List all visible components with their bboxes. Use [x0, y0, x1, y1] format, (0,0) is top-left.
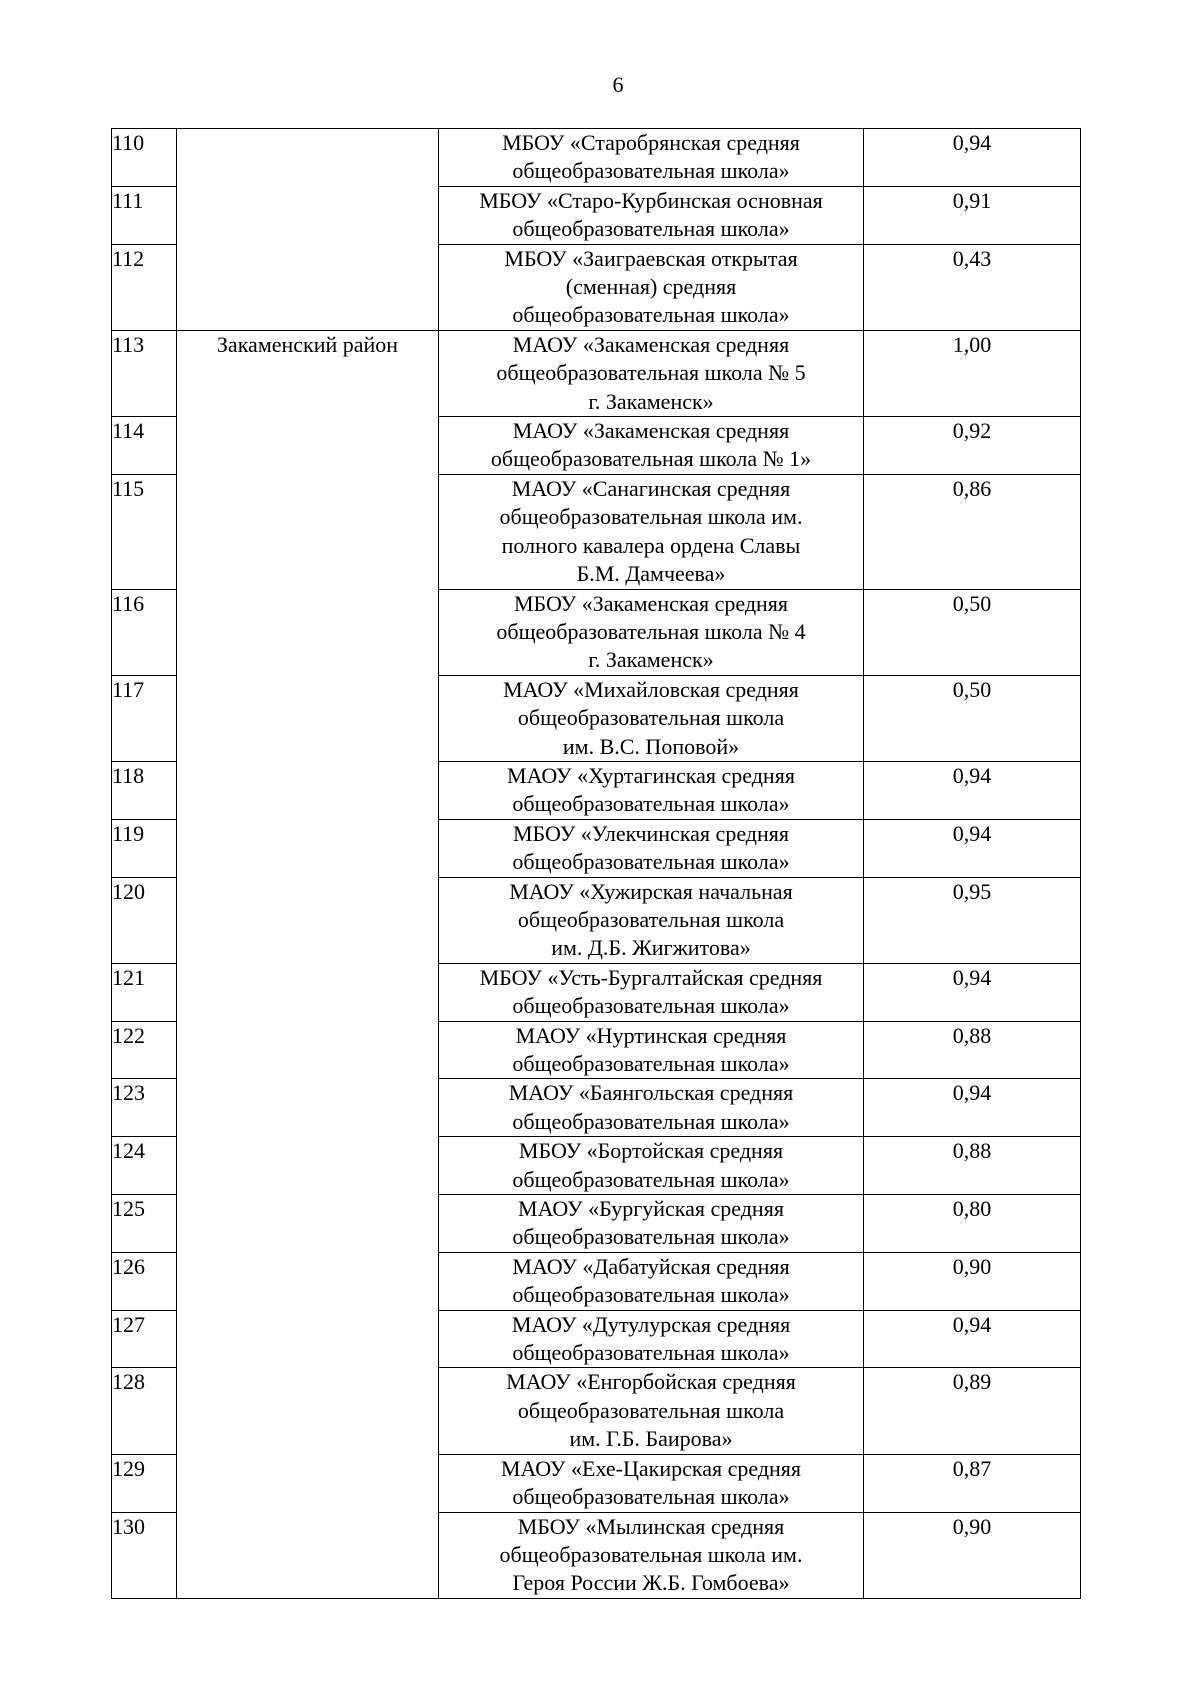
school-name: МАОУ «Закаменская средняя общеобразовательная школа № 1» — [439, 417, 864, 475]
row-number: 120 — [112, 877, 177, 963]
school-name: МАОУ «Баянгольская средняя общеобразовательная школа» — [439, 1079, 864, 1137]
schools-table — [111, 128, 1081, 1599]
school-name: МБОУ «Улекчинская средняя общеобразовательная школа» — [439, 819, 864, 877]
schools-table-body — [112, 129, 1081, 1599]
page-number: 6 — [612, 72, 624, 97]
school-name: МБОУ «Бортойская средняя общеобразовательная школа» — [439, 1137, 864, 1195]
school-name: МАОУ «Ехе-Цакирская средняя общеобразовательная школа» — [439, 1454, 864, 1512]
row-number: 124 — [112, 1137, 177, 1195]
row-number: 125 — [112, 1195, 177, 1253]
row-number: 130 — [112, 1512, 177, 1598]
school-name: МБОУ «Усть-Бургалтайская средняя общеобразовательная школа» — [439, 963, 864, 1021]
row-number: 115 — [112, 474, 177, 589]
school-name: МАОУ «Дутулурская средняя общеобразовательная школа» — [439, 1310, 864, 1368]
score-value: 0,50 — [864, 675, 1081, 761]
school-name: МБОУ «Мылинская средняя общеобразовательная школа им. Героя России Ж.Б. Гомбоева» — [439, 1512, 864, 1598]
score-value: 0,94 — [864, 761, 1081, 819]
score-value: 0,80 — [864, 1195, 1081, 1253]
school-name: МБОУ «Заиграевская открытая (сменная) средняя общеобразовательная школа» — [439, 244, 864, 330]
score-value: 0,89 — [864, 1368, 1081, 1454]
row-number: 112 — [112, 244, 177, 330]
school-name: МАОУ «Санагинская средняя общеобразовательная школа им. полного кавалера ордена Славы Б.М. Дамчеева» — [439, 474, 864, 589]
row-number: 116 — [112, 589, 177, 675]
score-value: 0,94 — [864, 819, 1081, 877]
score-value: 0,94 — [864, 129, 1081, 187]
school-name: МБОУ «Старо-Курбинская основная общеобразовательная школа» — [439, 186, 864, 244]
district-cell-empty — [177, 129, 439, 331]
score-value: 0,50 — [864, 589, 1081, 675]
score-value: 0,94 — [864, 1310, 1081, 1368]
score-value: 0,88 — [864, 1021, 1081, 1079]
row-number: 117 — [112, 675, 177, 761]
score-value: 0,92 — [864, 417, 1081, 475]
school-name: МАОУ «Дабатуйская средняя общеобразовательная школа» — [439, 1252, 864, 1310]
row-number: 113 — [112, 330, 177, 416]
row-number: 119 — [112, 819, 177, 877]
row-number: 128 — [112, 1368, 177, 1454]
score-value: 0,91 — [864, 186, 1081, 244]
score-value: 0,86 — [864, 474, 1081, 589]
row-number: 129 — [112, 1454, 177, 1512]
school-name: МБОУ «Закаменская средняя общеобразовательная школа № 4 г. Закаменск» — [439, 589, 864, 675]
score-value: 0,94 — [864, 963, 1081, 1021]
row-number: 118 — [112, 761, 177, 819]
row-number: 122 — [112, 1021, 177, 1079]
school-name: МАОУ «Закаменская средняя общеобразовательная школа № 5 г. Закаменск» — [439, 330, 864, 416]
row-number: 123 — [112, 1079, 177, 1137]
school-name: МАОУ «Енгорбойская средняя общеобразовательная школа им. Г.Б. Баирова» — [439, 1368, 864, 1454]
score-value: 0,87 — [864, 1454, 1081, 1512]
row-number: 110 — [112, 129, 177, 187]
school-name: МАОУ «Хужирская начальная общеобразовательная школа им. Д.Б. Жигжитова» — [439, 877, 864, 963]
score-value: 0,94 — [864, 1079, 1081, 1137]
score-value: 1,00 — [864, 330, 1081, 416]
score-value: 0,90 — [864, 1252, 1081, 1310]
row-number: 127 — [112, 1310, 177, 1368]
score-value: 0,43 — [864, 244, 1081, 330]
row-number: 126 — [112, 1252, 177, 1310]
score-value: 0,95 — [864, 877, 1081, 963]
district-name: Закаменский район — [177, 330, 439, 1598]
school-name: МАОУ «Хуртагинская средняя общеобразовательная школа» — [439, 761, 864, 819]
table-row — [112, 330, 1081, 416]
table-row — [112, 129, 1081, 187]
score-value: 0,90 — [864, 1512, 1081, 1598]
school-name: МАОУ «Нуртинская средняя общеобразовательная школа» — [439, 1021, 864, 1079]
school-name: МАОУ «Михайловская средняя общеобразовательная школа им. В.С. Поповой» — [439, 675, 864, 761]
row-number: 114 — [112, 417, 177, 475]
score-value: 0,88 — [864, 1137, 1081, 1195]
school-name: МАОУ «Бургуйская средняя общеобразовательная школа» — [439, 1195, 864, 1253]
row-number: 121 — [112, 963, 177, 1021]
school-name: МБОУ «Старобрянская средняя общеобразовательная школа» — [439, 129, 864, 187]
row-number: 111 — [112, 186, 177, 244]
